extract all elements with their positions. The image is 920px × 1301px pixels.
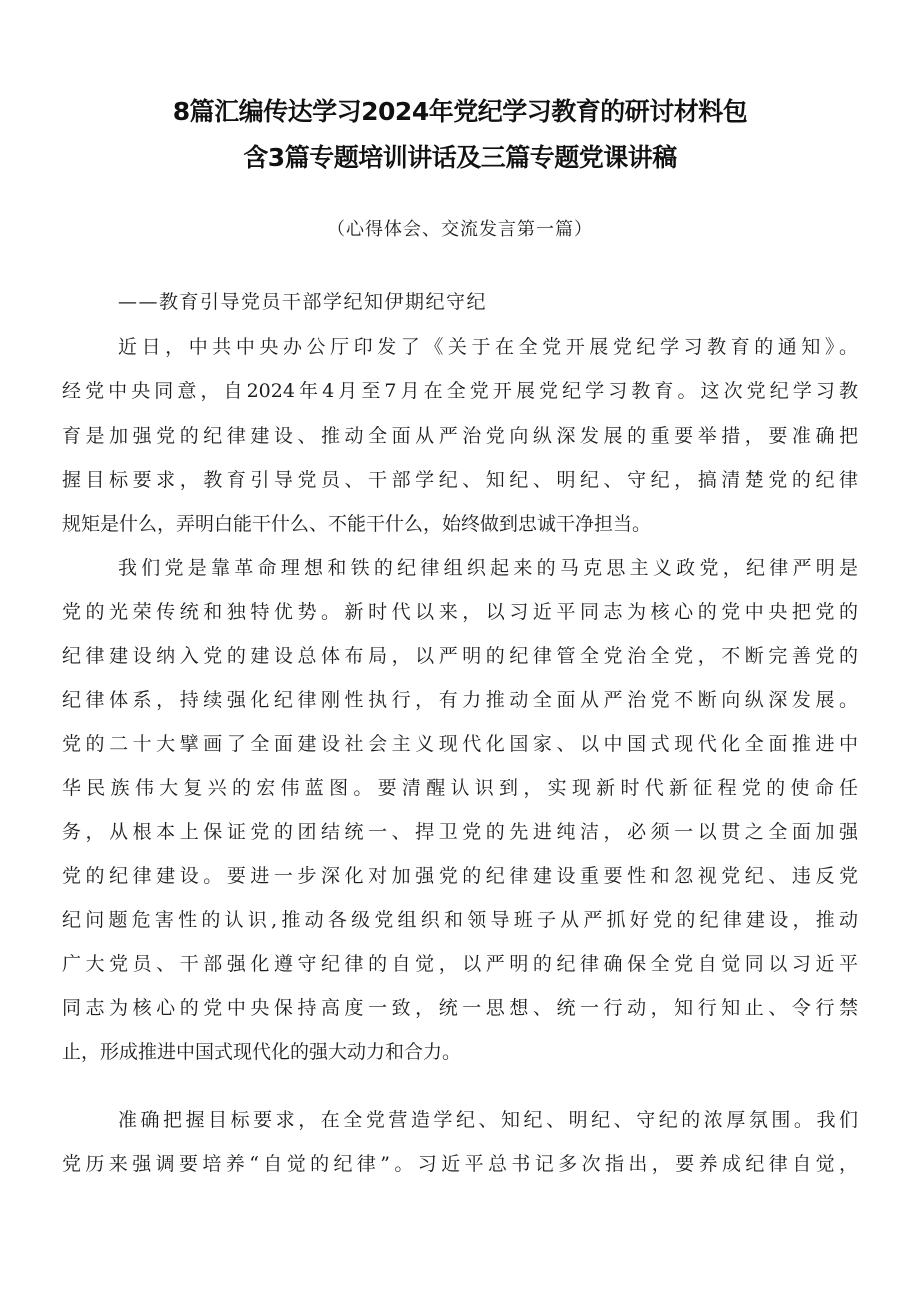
paragraph-2-line: 我们党是靠革命理想和铁的纪律组织起来的马克思主义政党，纪律严明是	[118, 557, 858, 579]
document-title-line-1: 8篇汇编传达学习2024年党纪学习教育的研讨材料包	[172, 97, 748, 126]
document-title-line-2: 含3篇专题培训讲话及三篇专题党课讲稿	[243, 143, 677, 172]
paragraph-2-line: 党的二十大擘画了全面建设社会主义现代化国家、以中国式现代化全面推进中	[62, 733, 858, 755]
section-label: （心得体会、交流发言第一篇）	[327, 219, 593, 240]
paragraph-1-line: 握目标要求，教育引导党员、干部学纪、知纪、明纪、守纪，搞清楚党的纪律	[62, 469, 858, 491]
paragraph-2-line: 务，从根本上保证党的团结统一、捍卫党的先进纯洁，必须一以贯之全面加强	[62, 821, 858, 843]
paragraph-1-line: 规矩是什么，弄明白能干什么、不能干什么，始终做到忠诚干净担当。	[62, 513, 652, 535]
paragraph-3-line: 党历来强调要培养“自觉的纪律”。习近平总书记多次指出，要养成纪律自觉，	[62, 1153, 858, 1175]
paragraph-2-line: 纪问题危害性的认识,推动各级党组织和领导班子从严抓好党的纪律建设，推动	[62, 909, 858, 931]
paragraph-2-line: 同志为核心的党中央保持高度一致，统一思想、统一行动，知行知止、令行禁	[62, 997, 858, 1019]
paragraph-2-line: 纪律建设纳入党的建设总体布局，以严明的纪律管全党治全党，不断完善党的	[62, 645, 858, 667]
paragraph-2-line: 止，形成推进中国式现代化的强大动力和合力。	[62, 1041, 462, 1063]
paragraph-1-line: 经党中央同意，自2024年4月至7月在全党开展党纪学习教育。这次党纪学习教	[62, 380, 858, 402]
paragraph-2-line: 纪律体系，持续强化纪律刚性执行，有力推动全面从严治党不断向纵深发展。	[62, 689, 858, 711]
paragraph-1-line: 近日，中共中央办公厅印发了《关于在全党开展党纪学习教育的通知》。	[118, 336, 858, 358]
paragraph-1-line: 育是加强党的纪律建设、推动全面从严治党向纵深发展的重要举措，要准确把	[62, 425, 858, 447]
section-heading: ——教育引导党员干部学纪知伊期纪守纪	[118, 291, 488, 313]
paragraph-2-line: 党的光荣传统和独特优势。新时代以来，以习近平同志为核心的党中央把党的	[62, 601, 858, 623]
paragraph-3-line: 准确把握目标要求，在全党营造学纪、知纪、明纪、守纪的浓厚氛围。我们	[118, 1109, 858, 1131]
paragraph-2-line: 华民族伟大复兴的宏伟蓝图。要清醒认识到，实现新时代新征程党的使命任	[62, 777, 858, 799]
paragraph-2-line: 广大党员、干部强化遵守纪律的自觉，以严明的纪律确保全党自觉同以习近平	[62, 953, 858, 975]
paragraph-2-line: 党的纪律建设。要进一步深化对加强党的纪律建设重要性和忽视党纪、违反党	[62, 865, 858, 887]
